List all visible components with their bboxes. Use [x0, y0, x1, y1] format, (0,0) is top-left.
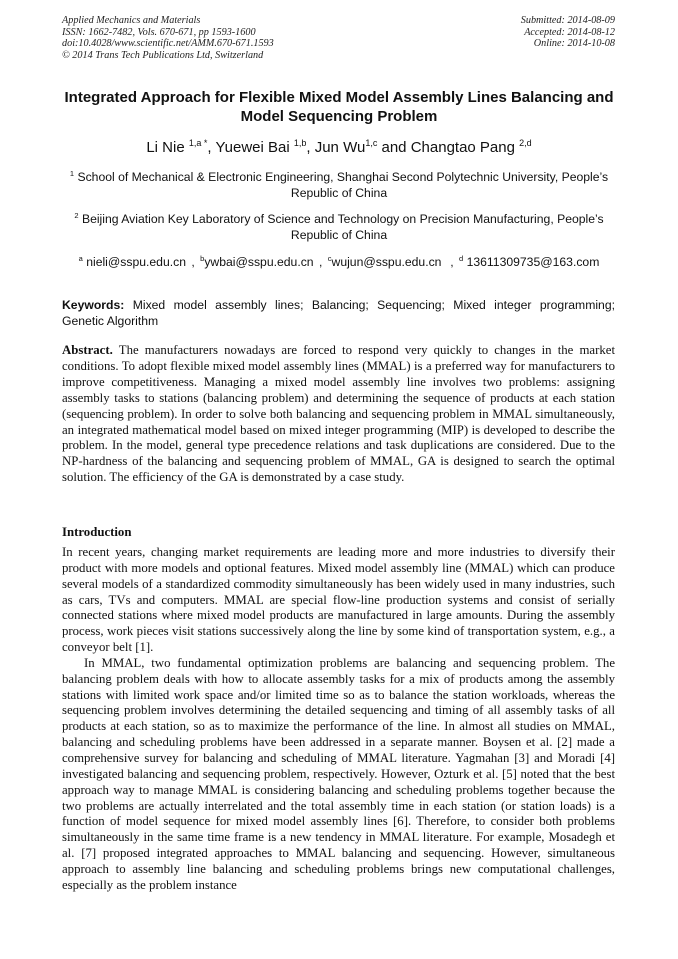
keywords-text: Mixed model assembly lines; Balancing; Sequencing; Mixed integer programming; Genetic Algorithm	[62, 298, 616, 328]
paper-title: Integrated Approach for Flexible Mixed Model Assembly Lines Balancing and Model Sequencing Problem	[64, 89, 614, 125]
email-address: nieli@sspu.edu.cn	[86, 255, 186, 269]
author-superscript: 1,c	[365, 138, 378, 148]
author-name: Yuewei Bai	[215, 139, 290, 156]
email-superscript: a	[78, 254, 83, 263]
affiliation-text: Beijing Aviation Key Laboratory of Science and Technology on Precision Manufacturing, People’s Republic of China	[81, 212, 604, 242]
doi-line: doi:10.4028/www.scientific.net/AMM.670-671.1593	[62, 38, 274, 50]
author-separator: ,	[207, 139, 216, 156]
submission-dates	[521, 15, 615, 50]
paragraph: In MMAL, two fundamental optimization problems are balancing and sequencing problem. The balancing problem deals with how to allocate assembly tasks for a mix of products among the assembly stations with limited work space and/or limited time so as to balance the station workloads, whereas the sequencing problem involves determining the detailed sequencing and timing of all assembly tasks of all products at each station, so as to maximize the performance of the line. In almost all studies on MMAL, balancing and scheduling problems have been addressed in a separate manner. Boysen et al. [2] made a comprehensive survey for balancing and scheduling of MMAL literature. Yagmahan [3] and Moradi [4] investigated balancing and sequencing problem, respectively. However, Ozturk et al. [5] noted that the best approach way to manage MMAL is considering balancing and scheduling problems together because the two problems are actually interrelated and the total assembly time in each station (or station loads) is a function of model sequence for mixed model assembly lines [6]. Therefore, to consider both problems simultaneously in the same time frame is a new tendency in MMAL literature. For example, Mosadegh et al. [7] proposed integrated approaches to MMAL balancing and sequencing. However, simultaneous approach to assembly line balancing and scheduling problems brings new computational challenges, especially as the problem instance	[62, 655, 615, 892]
accepted-date: Accepted: 2014-08-12	[524, 26, 615, 38]
author-superscript: 1,b	[293, 138, 307, 148]
email-address: wujun@sspu.edu.cn	[331, 255, 442, 269]
affiliation-superscript: 1	[69, 169, 75, 178]
abstract-label: Abstract.	[62, 343, 113, 357]
copyright-line: © 2014 Trans Tech Publications Ltd, Switzerland	[62, 49, 264, 61]
journal-info	[62, 15, 274, 61]
author-list	[60, 138, 618, 158]
paragraph: In recent years, changing market requirements are leading more and more industries to diversify their product with more models and optional features. Mixed model assembly line (MMAL) which can produce several models of a standardized commodity simultaneously has been widely used in many industries, such as cars, TVs and computers. MMAL are special flow-line production systems and consist of serially connected stations where mixed model products are manufactured in large amounts. During the assembly process, work pieces visit stations successively along the line by some kind of transportation system, e.g., a conveyor belt [1].	[62, 545, 615, 655]
affiliation-2	[62, 212, 616, 243]
affiliation-text: School of Mechanical & Electronic Engineering, Shanghai Second Polytechnic University, People’s Republic of China	[77, 170, 609, 200]
email-list: $^a$ nieli@sspu.edu.cn , $^b$ywbai@sspu.edu.cn , $^c$wujun@sspu.edu.cn , $^d$ 13611309735@163.com	[78, 254, 600, 269]
author-name: Jun Wu	[314, 139, 366, 156]
author-separator: ,	[306, 139, 315, 156]
author-superscript: 2,d	[519, 138, 532, 148]
author-name: Li Nie	[146, 139, 185, 156]
affiliation-1	[62, 170, 616, 201]
email-address: ywbai@sspu.edu.cn	[204, 255, 314, 269]
journal-name: Applied Mechanics and Materials	[62, 15, 201, 26]
affiliation-superscript: 2	[74, 211, 79, 220]
submitted-date: Submitted: 2014-08-09	[520, 15, 615, 26]
issn-line: ISSN: 1662-7482, Vols. 670-671, pp 1593-1600	[62, 26, 256, 38]
author-separator: and	[377, 139, 411, 156]
author-name: Changtao Pang	[410, 139, 515, 156]
keywords-label: Keywords:	[62, 298, 125, 312]
section-heading-introduction: Introduction	[62, 525, 132, 539]
online-date: Online: 2014-10-08	[533, 38, 615, 50]
introduction-body	[62, 545, 615, 894]
email-superscript: d	[459, 254, 464, 263]
email-superscript: c	[327, 254, 332, 263]
email-address: 13611309735@163.com	[466, 255, 600, 269]
abstract-text: The manufacturers nowadays are forced to respond very quickly to changes in the market conditions. To adopt flexible mixed model assembly lines (MMAL) is a preferred way for manufacturers to improve competitiveness. Managing a mixed model assembly line involves two problems: assigning assembly tasks to stations (balancing problem) and determining the sequence of products at each station (sequencing problem). In order to solve both balancing and sequencing problem in MMAL simultaneously, an integrated mathematical model based on mixed integer programming (MIP) is developed to describe the problem. In the model, general type precedence relations and task duplications are considered. Due to the NP-hardness of the balancing and sequencing problem of MMAL, GA is designed to search the optimal solution. The efficiency of the GA is demonstrated by a case study.	[62, 343, 616, 485]
abstract	[62, 343, 615, 486]
keywords	[62, 297, 615, 329]
author-superscript: 1,a *	[188, 138, 208, 148]
email-superscript: b	[200, 254, 205, 263]
